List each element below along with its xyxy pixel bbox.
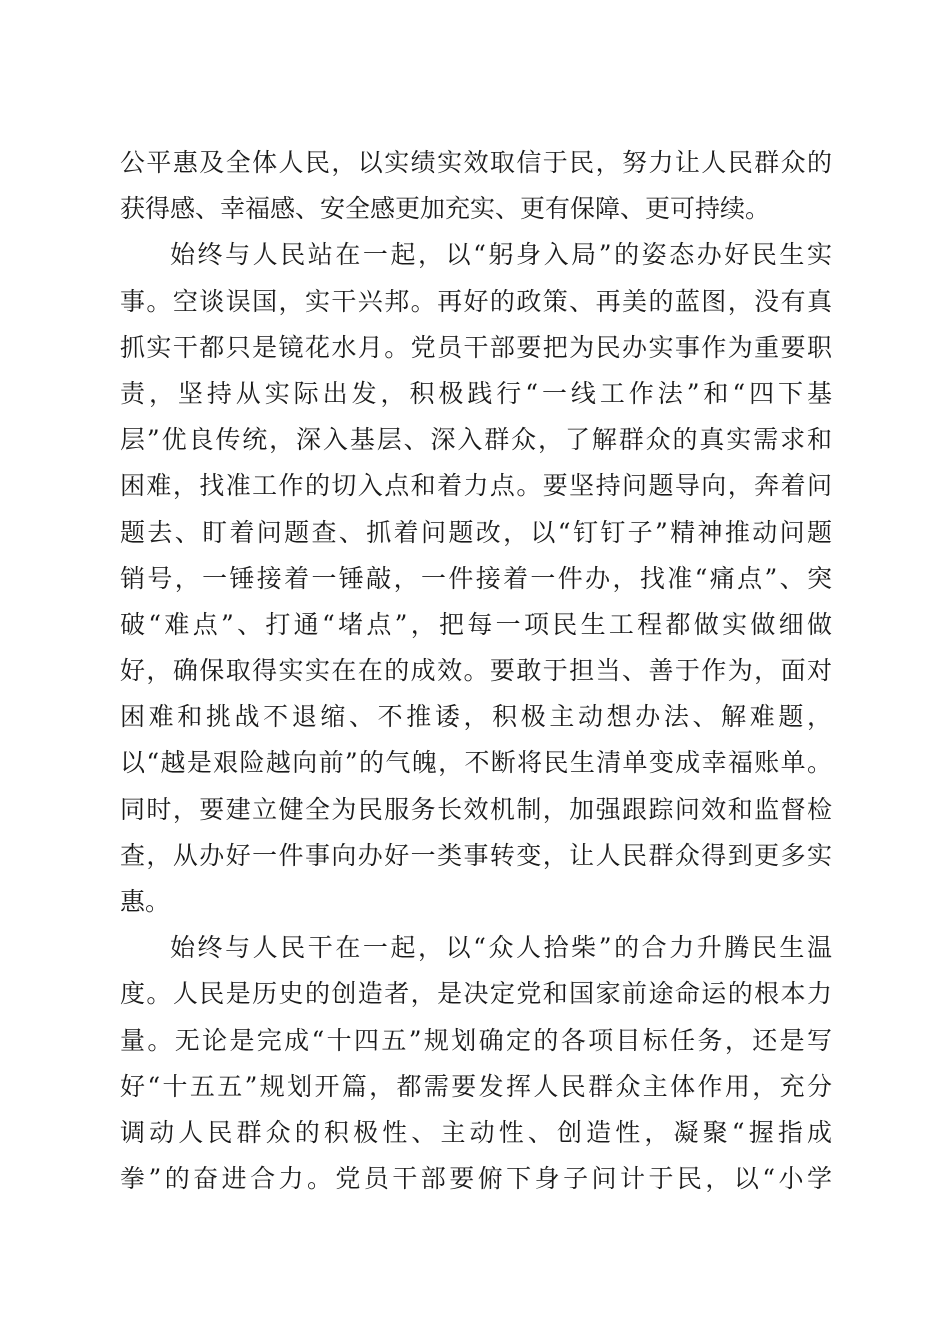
text-line: 事。空谈误国，实干兴邦。再好的政策、再美的蓝图，没有真 bbox=[120, 286, 832, 316]
text-line: 题去、盯着问题查、抓着问题改，以“钉钉子”精神推动问题 bbox=[120, 517, 832, 547]
text-line: 量。无论是完成“十四五”规划确定的各项目标任务，还是写 bbox=[120, 1025, 832, 1055]
text-line: 破“难点”、打通“堵点”，把每一项民生工程都做实做细做 bbox=[120, 609, 832, 639]
text-line: 层”优良传统，深入基层、深入群众，了解群众的真实需求和 bbox=[120, 425, 832, 455]
text-line: 查，从办好一件事向办好一类事转变，让人民群众得到更多实 bbox=[120, 840, 832, 870]
text-line: 拳”的奋进合力。党员干部要俯下身子问计于民，以“小学 bbox=[120, 1164, 832, 1194]
text-line: 困难，找准工作的切入点和着力点。要坚持问题导向，奔着问 bbox=[120, 471, 832, 501]
text-line: 获得感、幸福感、安全感更加充实、更有保障、更可持续。 bbox=[120, 194, 771, 224]
text-line: 责，坚持从实际出发，积极践行“一线工作法”和“四下基 bbox=[120, 378, 832, 408]
text-line: 公平惠及全体人民，以实绩实效取信于民，努力让人民群众的 bbox=[120, 148, 832, 177]
text-line: 困难和挑战不退缩、不推诿，积极主动想办法、解难题， bbox=[120, 702, 832, 732]
text-line: 好，确保取得实实在在的成效。要敢于担当、善于作为，面对 bbox=[120, 656, 832, 686]
paragraph-start-line: 始终与人民站在一起，以“躬身入局”的姿态办好民生实 bbox=[170, 240, 832, 270]
body-text bbox=[120, 140, 832, 1202]
text-line: 抓实干都只是镜花水月。党员干部要把为民办实事作为重要职 bbox=[120, 332, 832, 362]
paragraph-start-line: 始终与人民干在一起，以“众人拾柴”的合力升腾民生温 bbox=[170, 933, 832, 963]
text-line: 惠。 bbox=[120, 887, 171, 916]
text-line: 调动人民群众的积极性、主动性、创造性，凝聚“握指成 bbox=[120, 1117, 832, 1147]
text-line: 同时，要建立健全为民服务长效机制，加强跟踪问效和监督检 bbox=[120, 794, 832, 824]
text-line: 度。人民是历史的创造者，是决定党和国家前途命运的根本力 bbox=[120, 979, 832, 1009]
text-line: 销号，一锤接着一锤敲，一件接着一件办，找准“痛点”、突 bbox=[120, 563, 832, 593]
text-line: 以“越是艰险越向前”的气魄，不断将民生清单变成幸福账单。 bbox=[120, 748, 832, 778]
text-line: 好“十五五”规划开篇，都需要发挥人民群众主体作用，充分 bbox=[120, 1071, 832, 1101]
